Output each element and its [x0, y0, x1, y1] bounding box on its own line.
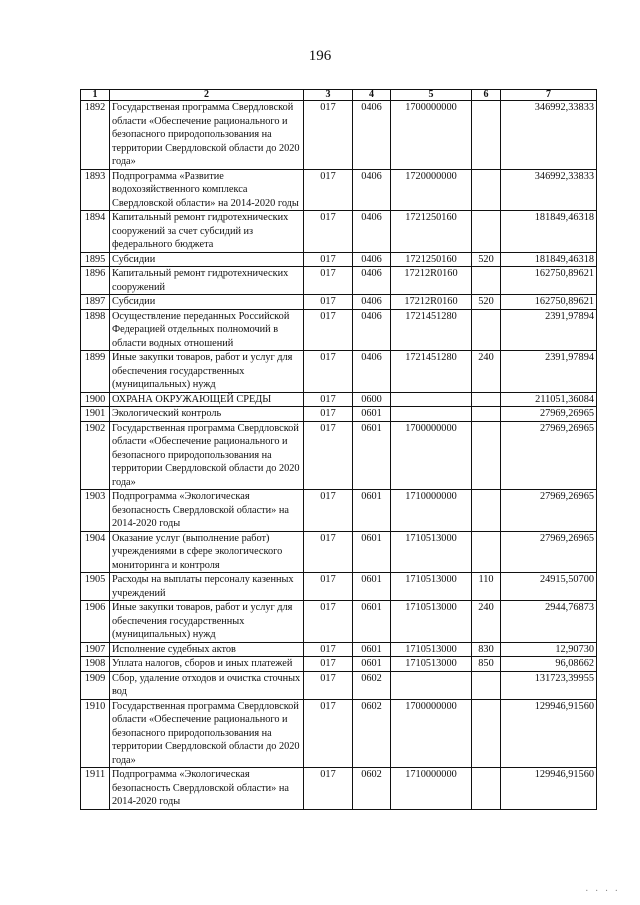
- col-header-4: 4: [353, 90, 391, 101]
- table-row: [81, 490, 597, 532]
- row-target-article: 1710513000: [391, 657, 472, 672]
- row-section-code: 0406: [353, 101, 391, 170]
- row-ministry-code: 017: [304, 211, 353, 253]
- table-row: [81, 421, 597, 490]
- row-name: Субсидии: [110, 295, 304, 310]
- row-name: Капитальный ремонт гидротехнических сооружений за счет субсидий из федерального бюджета: [110, 211, 304, 253]
- row-expense-type: [472, 768, 501, 810]
- row-number: 1909: [81, 671, 110, 699]
- row-number: 1910: [81, 699, 110, 768]
- row-number: 1899: [81, 351, 110, 393]
- table-row: [81, 657, 597, 672]
- row-ministry-code: 017: [304, 657, 353, 672]
- row-number: 1897: [81, 295, 110, 310]
- row-target-article: 1710000000: [391, 768, 472, 810]
- row-section-code: 0406: [353, 295, 391, 310]
- row-amount: 2391,97894: [501, 351, 597, 393]
- row-ministry-code: 017: [304, 490, 353, 532]
- row-ministry-code: 017: [304, 601, 353, 643]
- row-target-article: 17212R0160: [391, 267, 472, 295]
- row-ministry-code: 017: [304, 671, 353, 699]
- table-row: [81, 392, 597, 407]
- row-amount: 24915,50700: [501, 573, 597, 601]
- row-target-article: 1721250160: [391, 252, 472, 267]
- row-number: 1892: [81, 101, 110, 170]
- row-target-article: 1700000000: [391, 101, 472, 170]
- row-number: 1906: [81, 601, 110, 643]
- table-row: [81, 169, 597, 211]
- row-ministry-code: 017: [304, 421, 353, 490]
- page-edge-marks: · · · ·: [585, 886, 620, 897]
- row-amount: 2944,76873: [501, 601, 597, 643]
- row-name: Осуществление переданных Российской Федерацией отдельных полномочий в области водных отношений: [110, 309, 304, 351]
- row-target-article: 1710513000: [391, 531, 472, 573]
- row-name: Подпрограмма «Развитие водохозяйственного комплекса Свердловской области» на 2014-2020 годы: [110, 169, 304, 211]
- row-section-code: 0601: [353, 657, 391, 672]
- col-header-6: 6: [472, 90, 501, 101]
- row-target-article: 1710000000: [391, 490, 472, 532]
- row-amount: 27969,26965: [501, 421, 597, 490]
- row-name: ОХРАНА ОКРУЖАЮЩЕЙ СРЕДЫ: [110, 392, 304, 407]
- col-header-7: 7: [501, 90, 597, 101]
- row-number: 1894: [81, 211, 110, 253]
- row-amount: 27969,26965: [501, 531, 597, 573]
- row-name: Уплата налогов, сборов и иных платежей: [110, 657, 304, 672]
- row-expense-type: [472, 267, 501, 295]
- row-amount: 181849,46318: [501, 252, 597, 267]
- row-name: Сбор, удаление отходов и очистка сточных вод: [110, 671, 304, 699]
- row-number: 1895: [81, 252, 110, 267]
- row-amount: 346992,33833: [501, 169, 597, 211]
- row-expense-type: [472, 531, 501, 573]
- row-target-article: 1710513000: [391, 601, 472, 643]
- row-section-code: 0602: [353, 768, 391, 810]
- row-section-code: 0601: [353, 421, 391, 490]
- row-number: 1903: [81, 490, 110, 532]
- table-row: [81, 252, 597, 267]
- row-name: Исполнение судебных актов: [110, 642, 304, 657]
- row-name: Оказание услуг (выполнение работ) учреждениями в сфере экологического мониторинга и контроля: [110, 531, 304, 573]
- row-expense-type: [472, 309, 501, 351]
- row-number: 1905: [81, 573, 110, 601]
- row-name: Государственная программа Свердловской области «Обеспечение рационального и безопасного природопользования на территории Свердловской области до 2020 года»: [110, 421, 304, 490]
- table-body: [81, 101, 597, 810]
- header-row: [81, 90, 597, 101]
- row-target-article: 1721451280: [391, 351, 472, 393]
- row-name: Субсидии: [110, 252, 304, 267]
- table-row: [81, 601, 597, 643]
- row-ministry-code: 017: [304, 309, 353, 351]
- row-number: 1898: [81, 309, 110, 351]
- table-row: [81, 671, 597, 699]
- row-ministry-code: 017: [304, 573, 353, 601]
- row-expense-type: 830: [472, 642, 501, 657]
- row-ministry-code: 017: [304, 699, 353, 768]
- row-expense-type: [472, 421, 501, 490]
- row-amount: 27969,26965: [501, 407, 597, 422]
- row-ministry-code: 017: [304, 351, 353, 393]
- row-target-article: 1710513000: [391, 573, 472, 601]
- table-row: [81, 531, 597, 573]
- table-row: [81, 768, 597, 810]
- budget-table: [80, 89, 597, 810]
- row-section-code: 0601: [353, 601, 391, 643]
- row-name: Иные закупки товаров, работ и услуг для обеспечения государственных (муниципальных) нужд: [110, 351, 304, 393]
- row-expense-type: 520: [472, 295, 501, 310]
- row-target-article: 1710513000: [391, 642, 472, 657]
- row-number: 1900: [81, 392, 110, 407]
- row-number: 1896: [81, 267, 110, 295]
- row-expense-type: 110: [472, 573, 501, 601]
- row-expense-type: 240: [472, 601, 501, 643]
- row-expense-type: 850: [472, 657, 501, 672]
- table-row: [81, 295, 597, 310]
- row-target-article: [391, 392, 472, 407]
- row-amount: 162750,89621: [501, 267, 597, 295]
- row-ministry-code: 017: [304, 407, 353, 422]
- row-target-article: 1721451280: [391, 309, 472, 351]
- row-ministry-code: 017: [304, 169, 353, 211]
- table-row: [81, 309, 597, 351]
- row-section-code: 0406: [353, 351, 391, 393]
- table-row: [81, 351, 597, 393]
- row-target-article: 1700000000: [391, 421, 472, 490]
- row-amount: 27969,26965: [501, 490, 597, 532]
- row-target-article: [391, 671, 472, 699]
- table-row: [81, 699, 597, 768]
- col-header-2: 2: [110, 90, 304, 101]
- row-expense-type: 520: [472, 252, 501, 267]
- row-ministry-code: 017: [304, 295, 353, 310]
- row-section-code: 0601: [353, 490, 391, 532]
- row-number: 1908: [81, 657, 110, 672]
- row-section-code: 0601: [353, 407, 391, 422]
- row-expense-type: [472, 699, 501, 768]
- table-row: [81, 211, 597, 253]
- row-section-code: 0601: [353, 642, 391, 657]
- row-amount: 162750,89621: [501, 295, 597, 310]
- row-amount: 2391,97894: [501, 309, 597, 351]
- table-row: [81, 267, 597, 295]
- row-target-article: 1720000000: [391, 169, 472, 211]
- row-amount: 181849,46318: [501, 211, 597, 253]
- row-name: Подпрограмма «Экологическая безопасность Свердловской области» на 2014-2020 годы: [110, 490, 304, 532]
- row-section-code: 0406: [353, 309, 391, 351]
- row-target-article: 1700000000: [391, 699, 472, 768]
- row-number: 1902: [81, 421, 110, 490]
- row-name: Подпрограмма «Экологическая безопасность Свердловской области» на 2014-2020 годы: [110, 768, 304, 810]
- col-header-5: 5: [391, 90, 472, 101]
- row-number: 1893: [81, 169, 110, 211]
- row-section-code: 0600: [353, 392, 391, 407]
- row-ministry-code: 017: [304, 768, 353, 810]
- row-expense-type: [472, 671, 501, 699]
- row-target-article: [391, 407, 472, 422]
- row-ministry-code: 017: [304, 252, 353, 267]
- row-number: 1907: [81, 642, 110, 657]
- row-amount: 211051,36084: [501, 392, 597, 407]
- row-section-code: 0601: [353, 573, 391, 601]
- row-expense-type: [472, 169, 501, 211]
- row-expense-type: [472, 407, 501, 422]
- row-section-code: 0406: [353, 252, 391, 267]
- row-expense-type: [472, 101, 501, 170]
- row-target-article: 17212R0160: [391, 295, 472, 310]
- row-expense-type: 240: [472, 351, 501, 393]
- table-row: [81, 573, 597, 601]
- row-section-code: 0601: [353, 531, 391, 573]
- table-row: [81, 407, 597, 422]
- row-ministry-code: 017: [304, 531, 353, 573]
- row-ministry-code: 017: [304, 392, 353, 407]
- page-number: 196: [308, 48, 332, 64]
- row-ministry-code: 017: [304, 267, 353, 295]
- row-section-code: 0406: [353, 169, 391, 211]
- row-number: 1904: [81, 531, 110, 573]
- col-header-1: 1: [81, 90, 110, 101]
- row-amount: 129946,91560: [501, 699, 597, 768]
- row-amount: 346992,33833: [501, 101, 597, 170]
- row-ministry-code: 017: [304, 642, 353, 657]
- row-amount: 129946,91560: [501, 768, 597, 810]
- col-header-3: 3: [304, 90, 353, 101]
- table-row: [81, 642, 597, 657]
- row-name: Государственая программа Свердловской области «Обеспечение рационального и безопасного природопользования на территории Свердловской области до 2020 года»: [110, 101, 304, 170]
- row-section-code: 0406: [353, 211, 391, 253]
- row-name: Экологический контроль: [110, 407, 304, 422]
- row-name: Капитальный ремонт гидротехнических сооружений: [110, 267, 304, 295]
- row-amount: 96,08662: [501, 657, 597, 672]
- table-row: [81, 101, 597, 170]
- row-section-code: 0406: [353, 267, 391, 295]
- row-expense-type: [472, 490, 501, 532]
- row-section-code: 0602: [353, 671, 391, 699]
- row-amount: 131723,39955: [501, 671, 597, 699]
- row-number: 1911: [81, 768, 110, 810]
- row-name: Расходы на выплаты персоналу казенных учреждений: [110, 573, 304, 601]
- row-name: Государственная программа Свердловской области «Обеспечение рационального и безопасного природопользования на территории Свердловской области до 2020 года»: [110, 699, 304, 768]
- row-amount: 12,90730: [501, 642, 597, 657]
- row-expense-type: [472, 392, 501, 407]
- row-number: 1901: [81, 407, 110, 422]
- row-ministry-code: 017: [304, 101, 353, 170]
- row-name: Иные закупки товаров, работ и услуг для обеспечения государственных (муниципальных) нужд: [110, 601, 304, 643]
- row-expense-type: [472, 211, 501, 253]
- row-target-article: 1721250160: [391, 211, 472, 253]
- row-section-code: 0602: [353, 699, 391, 768]
